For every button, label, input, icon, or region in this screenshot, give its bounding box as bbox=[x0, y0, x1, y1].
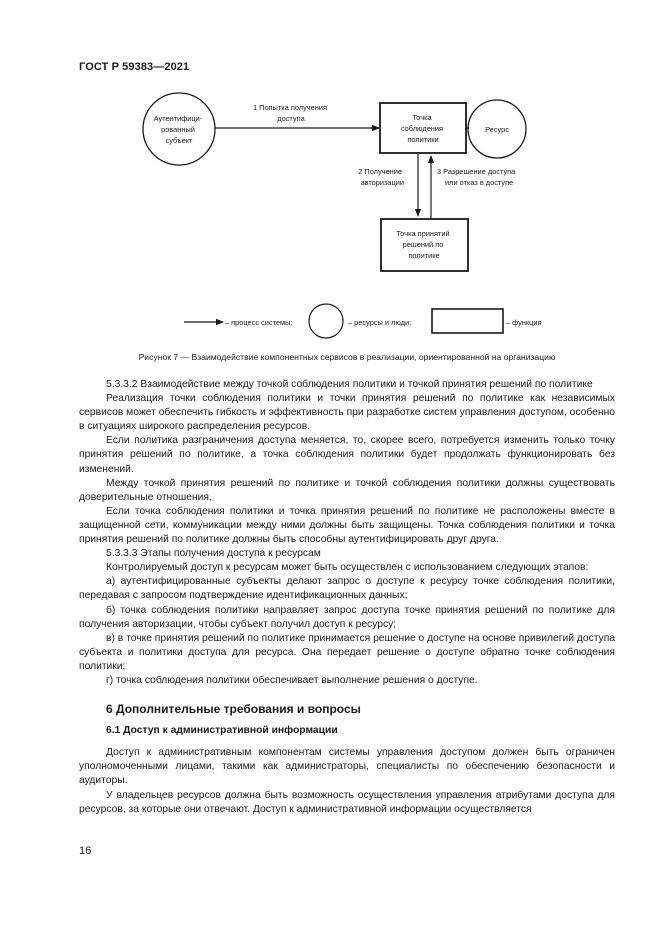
section-6-heading: 6 Дополнительные требования и вопросы bbox=[106, 702, 361, 717]
paragraph: Если политика разграничения доступа меняется, то, скорее всего, потребуется изменить только точку принятия решений по политике, а точка соблюдения политики будет продолжать функционировать без изменений. bbox=[79, 435, 615, 475]
paragraph: Доступ к административным компонентам системы управления доступом должен быть ограничен уполномоченными лицами, такими как администраторы, специалисты по обеспечению безопасности и аудиторы. bbox=[79, 747, 615, 787]
svg-text:1 Попытка получения доступ bbox=[253, 103, 329, 123]
arrow3-label-2: или отказ в доступе bbox=[445, 178, 514, 187]
pdp-label-3: политике bbox=[408, 251, 440, 260]
pep-label-2: соблюдения bbox=[400, 124, 444, 133]
pep-label-1: Точка bbox=[412, 113, 432, 122]
legend-function-label: – функция bbox=[506, 318, 542, 327]
svg-text:Аутентифици- рованный bbox=[154, 114, 205, 145]
svg-text:2 Получение авторизации bbox=[358, 167, 404, 187]
arrow1-label-2: доступа bbox=[277, 114, 305, 123]
pep-label-3: политики bbox=[407, 135, 439, 144]
interaction-diagram bbox=[0, 0, 661, 350]
arrow1-label-1: 1 Попытка получения bbox=[252, 103, 327, 112]
arrow2-label-2: авторизации bbox=[360, 178, 404, 187]
clause-5-3-3-2: 5.3.3.2 Взаимодействие между точкой соблюдения политики и точкой принятия решений по политике bbox=[106, 379, 593, 390]
legend-process-label: – процесс системы; bbox=[225, 318, 293, 327]
page-number: 16 bbox=[79, 845, 92, 857]
clause-5-3-3-3: 5.3.3.3 Этапы получения доступа к ресурсам bbox=[106, 548, 321, 560]
paragraph: Реализация точки соблюдения политики и точки принятия решений по политике как независимых сервисов может обеспечить гибкость и эффективность при разработке систем управления доступом, особенно в ситуациях широкого распределения ресурсов. bbox=[79, 393, 615, 433]
resource-label: Ресурс bbox=[485, 125, 509, 134]
pdp-label-1: Точка принятий bbox=[396, 229, 450, 238]
list-item-c: в) в точке принятия решений по политике принимается решение о доступе на основе привилегий доступа субъекта и политики доступа для ресурса. Она передает решение о доступе обратно точке соблюдения политики; bbox=[79, 632, 615, 672]
subject-label-2: рованный bbox=[161, 125, 195, 134]
pdp-label-2: решений по bbox=[402, 240, 444, 249]
document-header: ГОСТ Р 59383—2021 bbox=[79, 61, 190, 73]
paragraph: Между точкой принятия решений по политике и точкой соблюдения политики должны существовать доверительные отношения. bbox=[79, 477, 615, 503]
section-6-1-heading: 6.1 Доступ к административной информации bbox=[106, 725, 338, 737]
arrow2-label-1: 2 Получение bbox=[358, 167, 402, 176]
legend-function-box bbox=[432, 309, 503, 333]
paragraph: Если точка соблюдения политики и точка принятия решений по политике не расположены вместе в защищенной сети, коммуникации между ними должны быть защищены. Точка соблюдения политики и точка принятия решений по политике должны быть способны аутентифицировать друг друга. bbox=[79, 505, 615, 546]
subject-label-1: Аутентифици- bbox=[153, 114, 203, 123]
list-item-b: б) точка соблюдения политики направляет запрос доступа точке принятия решений по политике для получения авторизации, чтобы субъект получил доступ к ресурсу; bbox=[79, 604, 615, 630]
legend-resource-circle bbox=[309, 304, 343, 338]
list-item-a: а) аутентифицированные субъекты делают запрос о доступе к ресурсу точке соблюдения политики, передавая с запросом подтверждение идентификационных данных; bbox=[79, 576, 615, 602]
paragraph: У владельцев ресурсов должна быть возможность осуществления управления атрибутами доступа для ресурсов, за которые они отвечают. Доступ к административной информации осуществляется bbox=[79, 789, 615, 815]
legend-resources-label: – ресурсы и люди; bbox=[348, 318, 412, 327]
subject-label-3: субъект bbox=[165, 136, 193, 145]
body-text bbox=[79, 378, 615, 817]
list-item-d: г) точка соблюдения политики обеспечивает выполнение решения о доступе. bbox=[106, 674, 478, 686]
figure-caption: Рисунок 7 — Взаимодействие компонентных сервисов в реализации, ориентированной на организацию bbox=[138, 352, 556, 362]
paragraph: Контролируемый доступ к ресурсам может быть осуществлен с использованием следующих этапов: bbox=[106, 562, 589, 574]
svg-text:3 Разрешение доступа или о bbox=[437, 167, 517, 187]
arrow3-label-1: 3 Разрешение доступа bbox=[437, 167, 516, 176]
